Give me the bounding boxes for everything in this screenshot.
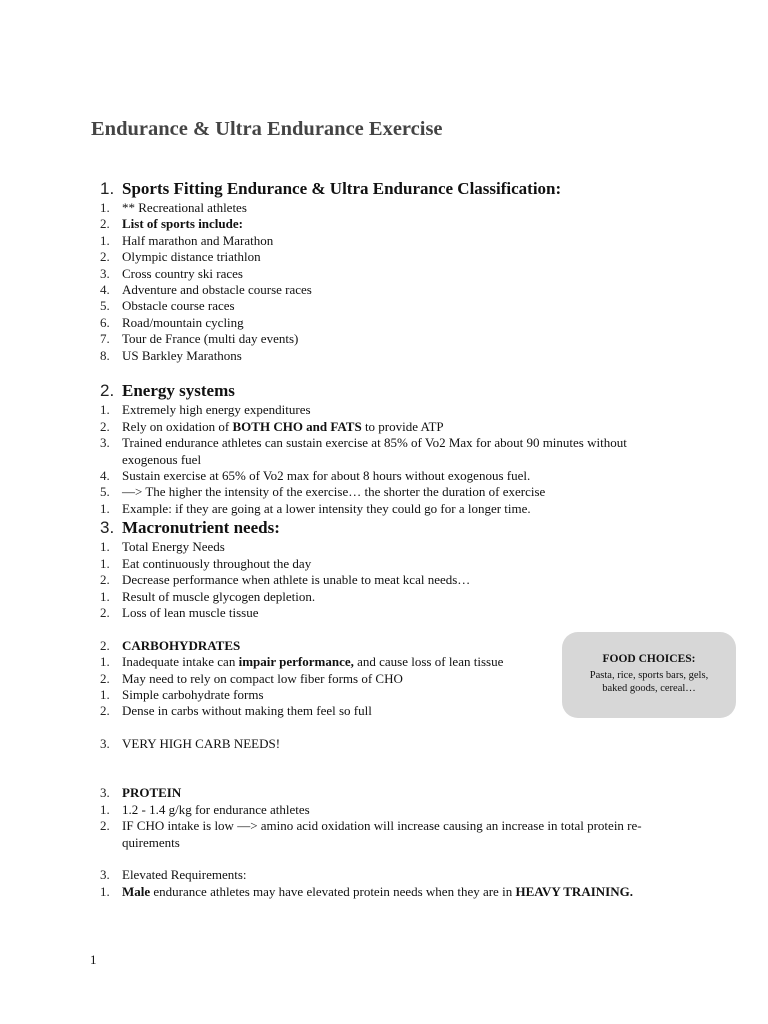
list-number: 2. <box>100 216 110 232</box>
list-text: Example: if they are going at a lower intensity they could go for a longer time. <box>122 500 531 516</box>
list-text: Simple carbohydrate forms <box>122 686 264 702</box>
list-item <box>100 802 670 818</box>
list-text: Eat continuously throughout the day <box>122 555 312 571</box>
list-number: 1. <box>100 200 110 215</box>
food-choices-callout <box>562 632 736 718</box>
spacer <box>100 851 670 867</box>
list-number: 4. <box>100 282 110 298</box>
list-text: Sports Fitting Endurance & Ultra Endurance Classification: <box>122 179 562 198</box>
list-text <box>122 884 670 900</box>
list-text: VERY HIGH CARB NEEDS! <box>122 736 281 752</box>
emphasis-text: impair performance, <box>238 654 354 670</box>
list-item <box>100 348 670 364</box>
list-text: Tour de France (multi day events) <box>122 331 299 347</box>
list-number: 5. <box>100 298 110 314</box>
list-number: 2. <box>100 818 110 834</box>
list-number: 1. <box>100 801 110 817</box>
text-run: to provide ATP <box>361 418 444 434</box>
list-number: 2. <box>100 670 110 686</box>
list-text: Cross country ski races <box>122 265 243 281</box>
spacer <box>100 364 670 380</box>
list-number: 1. <box>100 588 110 604</box>
list-text: Half marathon and Marathon <box>122 232 274 248</box>
emphasis-text: BOTH CHO and FATS <box>232 418 362 434</box>
list-text: Macronutrient needs: <box>122 518 280 538</box>
list-number: 3. <box>100 867 110 883</box>
list-item <box>100 282 670 298</box>
list-item <box>100 572 670 588</box>
emphasis-text: Male <box>122 883 151 899</box>
list-item <box>100 249 670 265</box>
list-number: 2. <box>100 249 110 265</box>
list-text: US Barkley Marathons <box>122 347 242 363</box>
list-item <box>100 884 670 900</box>
text-run: and cause loss of lean tissue <box>353 654 504 670</box>
text-run: Inadequate intake can <box>122 654 239 670</box>
document-body <box>100 178 670 900</box>
list-item <box>100 435 670 468</box>
list-item <box>100 266 670 282</box>
text-run: Rely on oxidation of <box>122 418 233 434</box>
list-number: 3. <box>100 265 110 281</box>
list-text <box>122 419 670 435</box>
list-number: 1. <box>100 883 110 899</box>
list-number: 1. <box>100 654 110 670</box>
list-text: Decrease performance when athlete is unable to meat kcal needs… <box>122 572 471 588</box>
spacer <box>100 753 670 769</box>
spacer <box>100 720 670 736</box>
list-text: —> The higher the intensity of the exercise… the shorter the duration of exercise <box>122 484 546 500</box>
spacer <box>100 769 670 785</box>
text-run: endurance athletes may have elevated protein needs when they are in <box>150 883 516 899</box>
callout-line: Pasta, rice, sports bars, gels, <box>589 669 709 681</box>
list-item <box>100 216 670 232</box>
list-number: 2. <box>100 418 110 434</box>
list-item <box>100 556 670 572</box>
list-item <box>100 818 670 851</box>
list-item <box>100 867 670 883</box>
list-number: 5. <box>100 484 110 500</box>
list-text: List of sports include: <box>122 216 243 232</box>
section-heading <box>100 178 670 200</box>
section-heading <box>100 380 670 402</box>
list-item <box>100 315 670 331</box>
list-text: Olympic distance triathlon <box>122 249 261 265</box>
list-item <box>100 539 670 555</box>
list-text: CARBOHYDRATES <box>122 637 241 653</box>
list-text: Adventure and obstacle course races <box>122 282 312 298</box>
list-item <box>100 233 670 249</box>
list-text: Energy systems <box>122 381 235 401</box>
list-text: May need to rely on compact low fiber forms of CHO <box>122 670 403 686</box>
list-item <box>100 402 670 418</box>
list-number: 2. <box>100 381 115 401</box>
list-item <box>100 331 670 347</box>
list-number: 7. <box>100 331 110 347</box>
list-number: 4. <box>100 468 110 484</box>
list-number: 1. <box>100 539 110 555</box>
list-item <box>100 298 670 314</box>
list-number: 2. <box>100 637 110 653</box>
list-number: 1. <box>100 500 110 516</box>
list-number: 3. <box>100 736 110 752</box>
list-number: 8. <box>100 347 110 363</box>
list-text: PROTEIN <box>122 785 182 801</box>
list-number: 2. <box>100 572 110 588</box>
list-number: 1. <box>100 232 110 248</box>
page-number: 1 <box>90 952 97 967</box>
list-text: Dense in carbs without making them feel so full <box>122 703 372 719</box>
list-item <box>100 736 670 752</box>
callout-title: FOOD CHOICES: <box>602 653 696 665</box>
list-item <box>100 785 670 801</box>
list-text: Total Energy Needs <box>122 539 225 555</box>
callout-line: baked goods, cereal… <box>602 683 696 694</box>
list-text: 1.2 - 1.4 g/kg for endurance athletes <box>122 801 310 817</box>
list-text: Result of muscle glycogen depletion. <box>122 588 316 604</box>
list-text: Obstacle course races <box>122 298 235 314</box>
list-number: 6. <box>100 314 110 330</box>
list-text: IF CHO intake is low —> amino acid oxidation will increase causing an increase in total protein re-quirements <box>122 818 642 850</box>
list-number: 1. <box>100 179 115 198</box>
section-heading <box>100 517 670 539</box>
list-text: Extremely high energy expenditures <box>122 402 311 418</box>
list-item <box>100 501 670 517</box>
list-text: Loss of lean muscle tissue <box>122 604 259 620</box>
list-text: Elevated Requirements: <box>122 867 247 883</box>
list-number: 3. <box>100 785 110 801</box>
list-item <box>100 589 670 605</box>
list-text: Road/mountain cycling <box>122 314 244 330</box>
list-text: Sustain exercise at 65% of Vo2 max for about 8 hours without exogenous fuel. <box>122 468 531 484</box>
list-number: 2. <box>100 703 110 719</box>
list-number: 1. <box>100 402 110 418</box>
emphasis-text: HEAVY TRAINING. <box>515 883 633 899</box>
list-text: Trained endurance athletes can sustain exercise at 85% of Vo2 Max for about 90 minutes without exogenous fuel <box>122 435 627 467</box>
list-number: 1. <box>100 686 110 702</box>
list-number: 2. <box>100 604 110 620</box>
list-number: 1. <box>100 555 110 571</box>
list-text: ** Recreational athletes <box>122 200 247 215</box>
page-title: Endurance & Ultra Endurance Exercise <box>91 118 443 140</box>
list-item <box>100 468 670 484</box>
list-item <box>100 605 670 621</box>
list-number: 3. <box>100 435 110 451</box>
list-number: 3. <box>100 518 115 538</box>
list-item <box>100 419 670 435</box>
list-item <box>100 200 670 216</box>
list-item <box>100 484 670 500</box>
